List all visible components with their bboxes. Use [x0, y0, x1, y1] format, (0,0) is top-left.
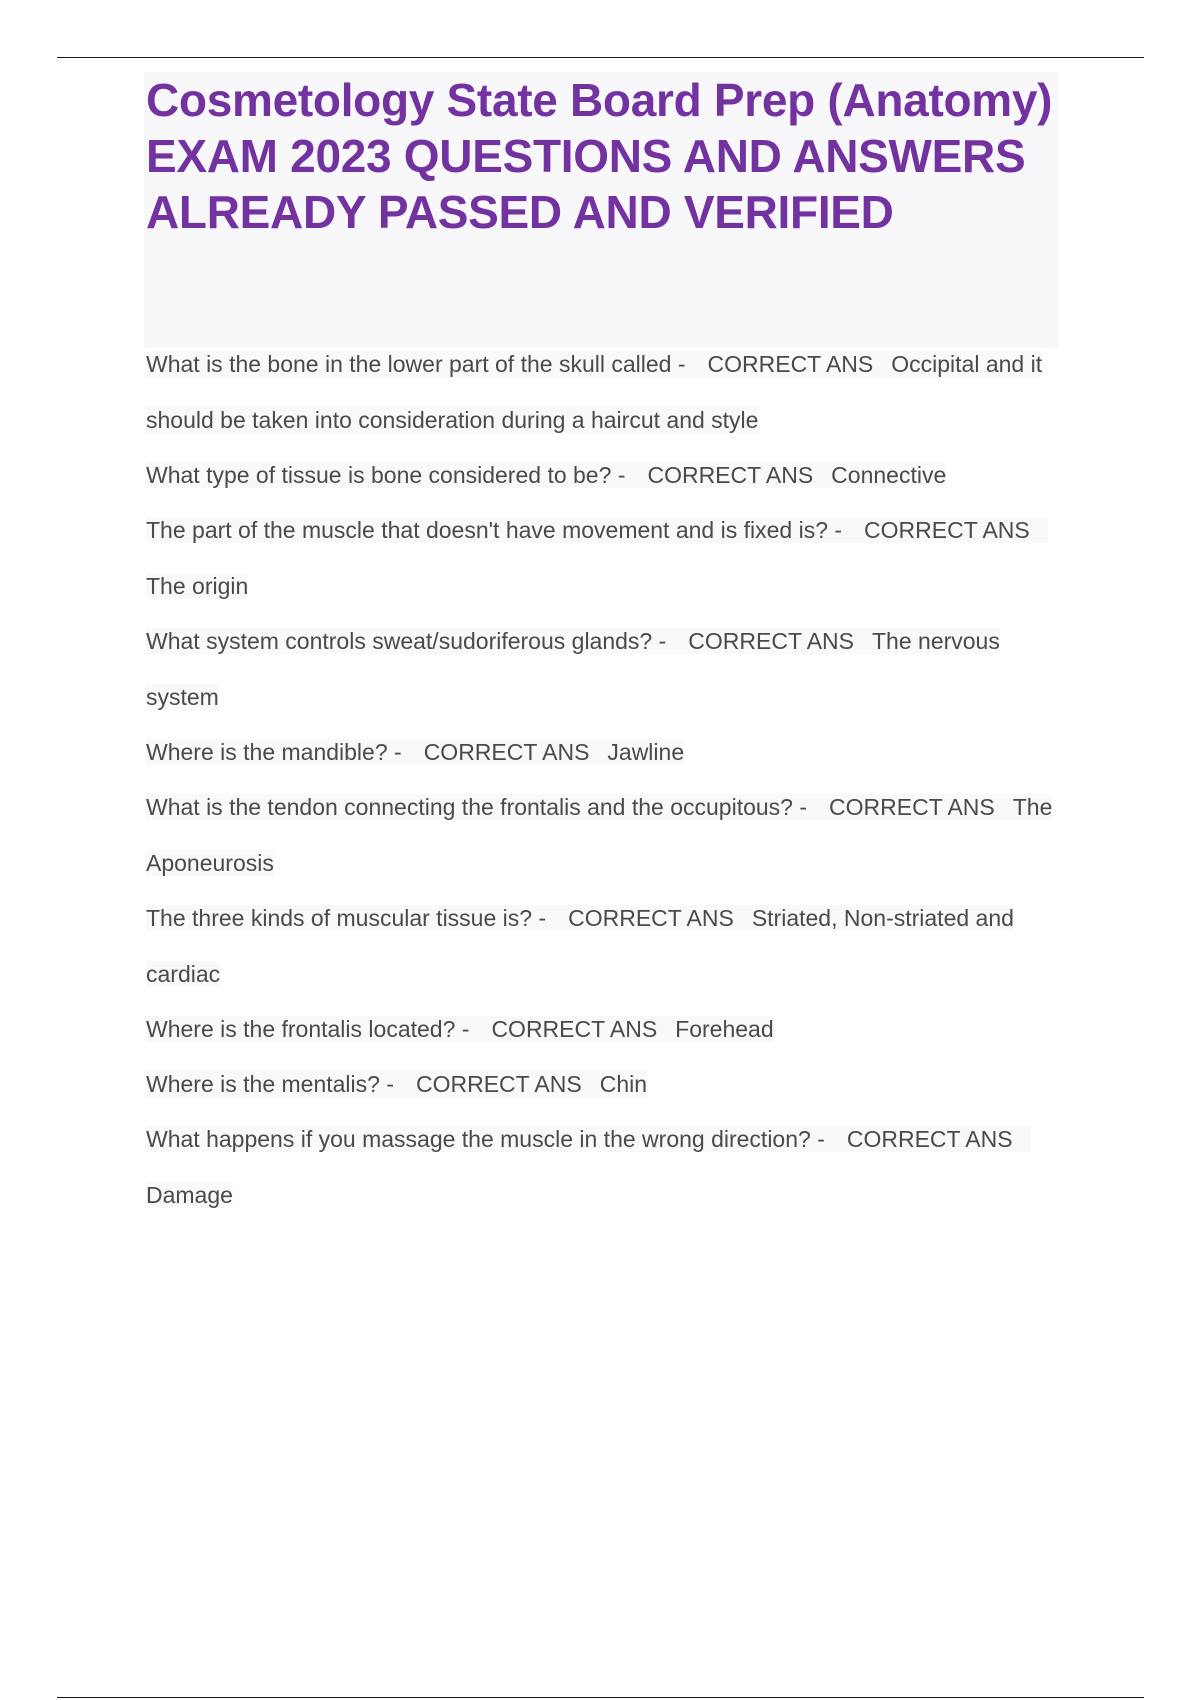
qa-item [146, 1111, 1066, 1223]
answer-text: Connective [831, 462, 947, 488]
answer-marker: CORRECT ANS [864, 517, 1030, 543]
question-text: What is the tendon connecting the frontalis and the occupitous? - [146, 794, 808, 820]
qa-item [146, 1001, 1066, 1057]
question-text: Where is the frontalis located? - [146, 1016, 470, 1042]
answer-text: Forehead [675, 1016, 774, 1042]
answer-marker: CORRECT ANS [688, 628, 854, 654]
answer-text: The nervous system [146, 628, 1000, 710]
qa-item [146, 613, 1066, 725]
qa-item [146, 336, 1066, 448]
answer-text: Striated, Non-striated and cardiac [146, 905, 1014, 987]
answer-marker: CORRECT ANS [647, 462, 814, 488]
question-text: What happens if you massage the muscle in the wrong direction? - [146, 1126, 825, 1152]
question-text: What system controls sweat/sudoriferous glands? - [146, 628, 667, 654]
qa-item [146, 724, 1066, 780]
answer-marker: CORRECT ANS [829, 794, 995, 820]
question-text: Where is the mentalis? - [146, 1071, 394, 1097]
answer-marker: CORRECT ANS [707, 351, 874, 377]
bottom-rule [57, 1697, 1144, 1698]
qa-item [146, 447, 1066, 503]
question-text: The three kinds of muscular tissue is? - [146, 905, 547, 931]
qa-item [146, 779, 1066, 891]
top-rule [57, 57, 1144, 58]
document-title: Cosmetology State Board Prep (Anatomy) EXAM 2023 QUESTIONS AND ANSWERS ALREADY PASSED AND VERIFIED [146, 74, 1053, 238]
question-text: What type of tissue is bone considered to be? - [146, 462, 626, 488]
qa-list [146, 336, 1066, 1222]
answer-text: Occipital and it should be taken into consideration during a haircut and style [146, 351, 1043, 433]
answer-text: Chin [599, 1071, 648, 1097]
qa-item [146, 1056, 1066, 1112]
title-block [144, 72, 1058, 348]
answer-marker: CORRECT ANS [415, 1071, 582, 1097]
question-text: The part of the muscle that doesn't have movement and is fixed is? - [146, 517, 843, 543]
answer-marker: CORRECT ANS [846, 1126, 1013, 1152]
answer-text: Damage [146, 1182, 233, 1208]
question-text: What is the bone in the lower part of the skull called - [146, 351, 686, 377]
answer-marker: CORRECT ANS [491, 1016, 658, 1042]
answer-text: The origin [146, 573, 249, 599]
answer-text: Jawline [607, 739, 685, 765]
answer-text: The Aponeurosis [146, 794, 1053, 876]
answer-marker: CORRECT ANS [568, 905, 734, 931]
qa-item [146, 502, 1066, 614]
question-text: Where is the mandible? - [146, 739, 402, 765]
qa-item [146, 890, 1066, 1002]
answer-marker: CORRECT ANS [423, 739, 590, 765]
